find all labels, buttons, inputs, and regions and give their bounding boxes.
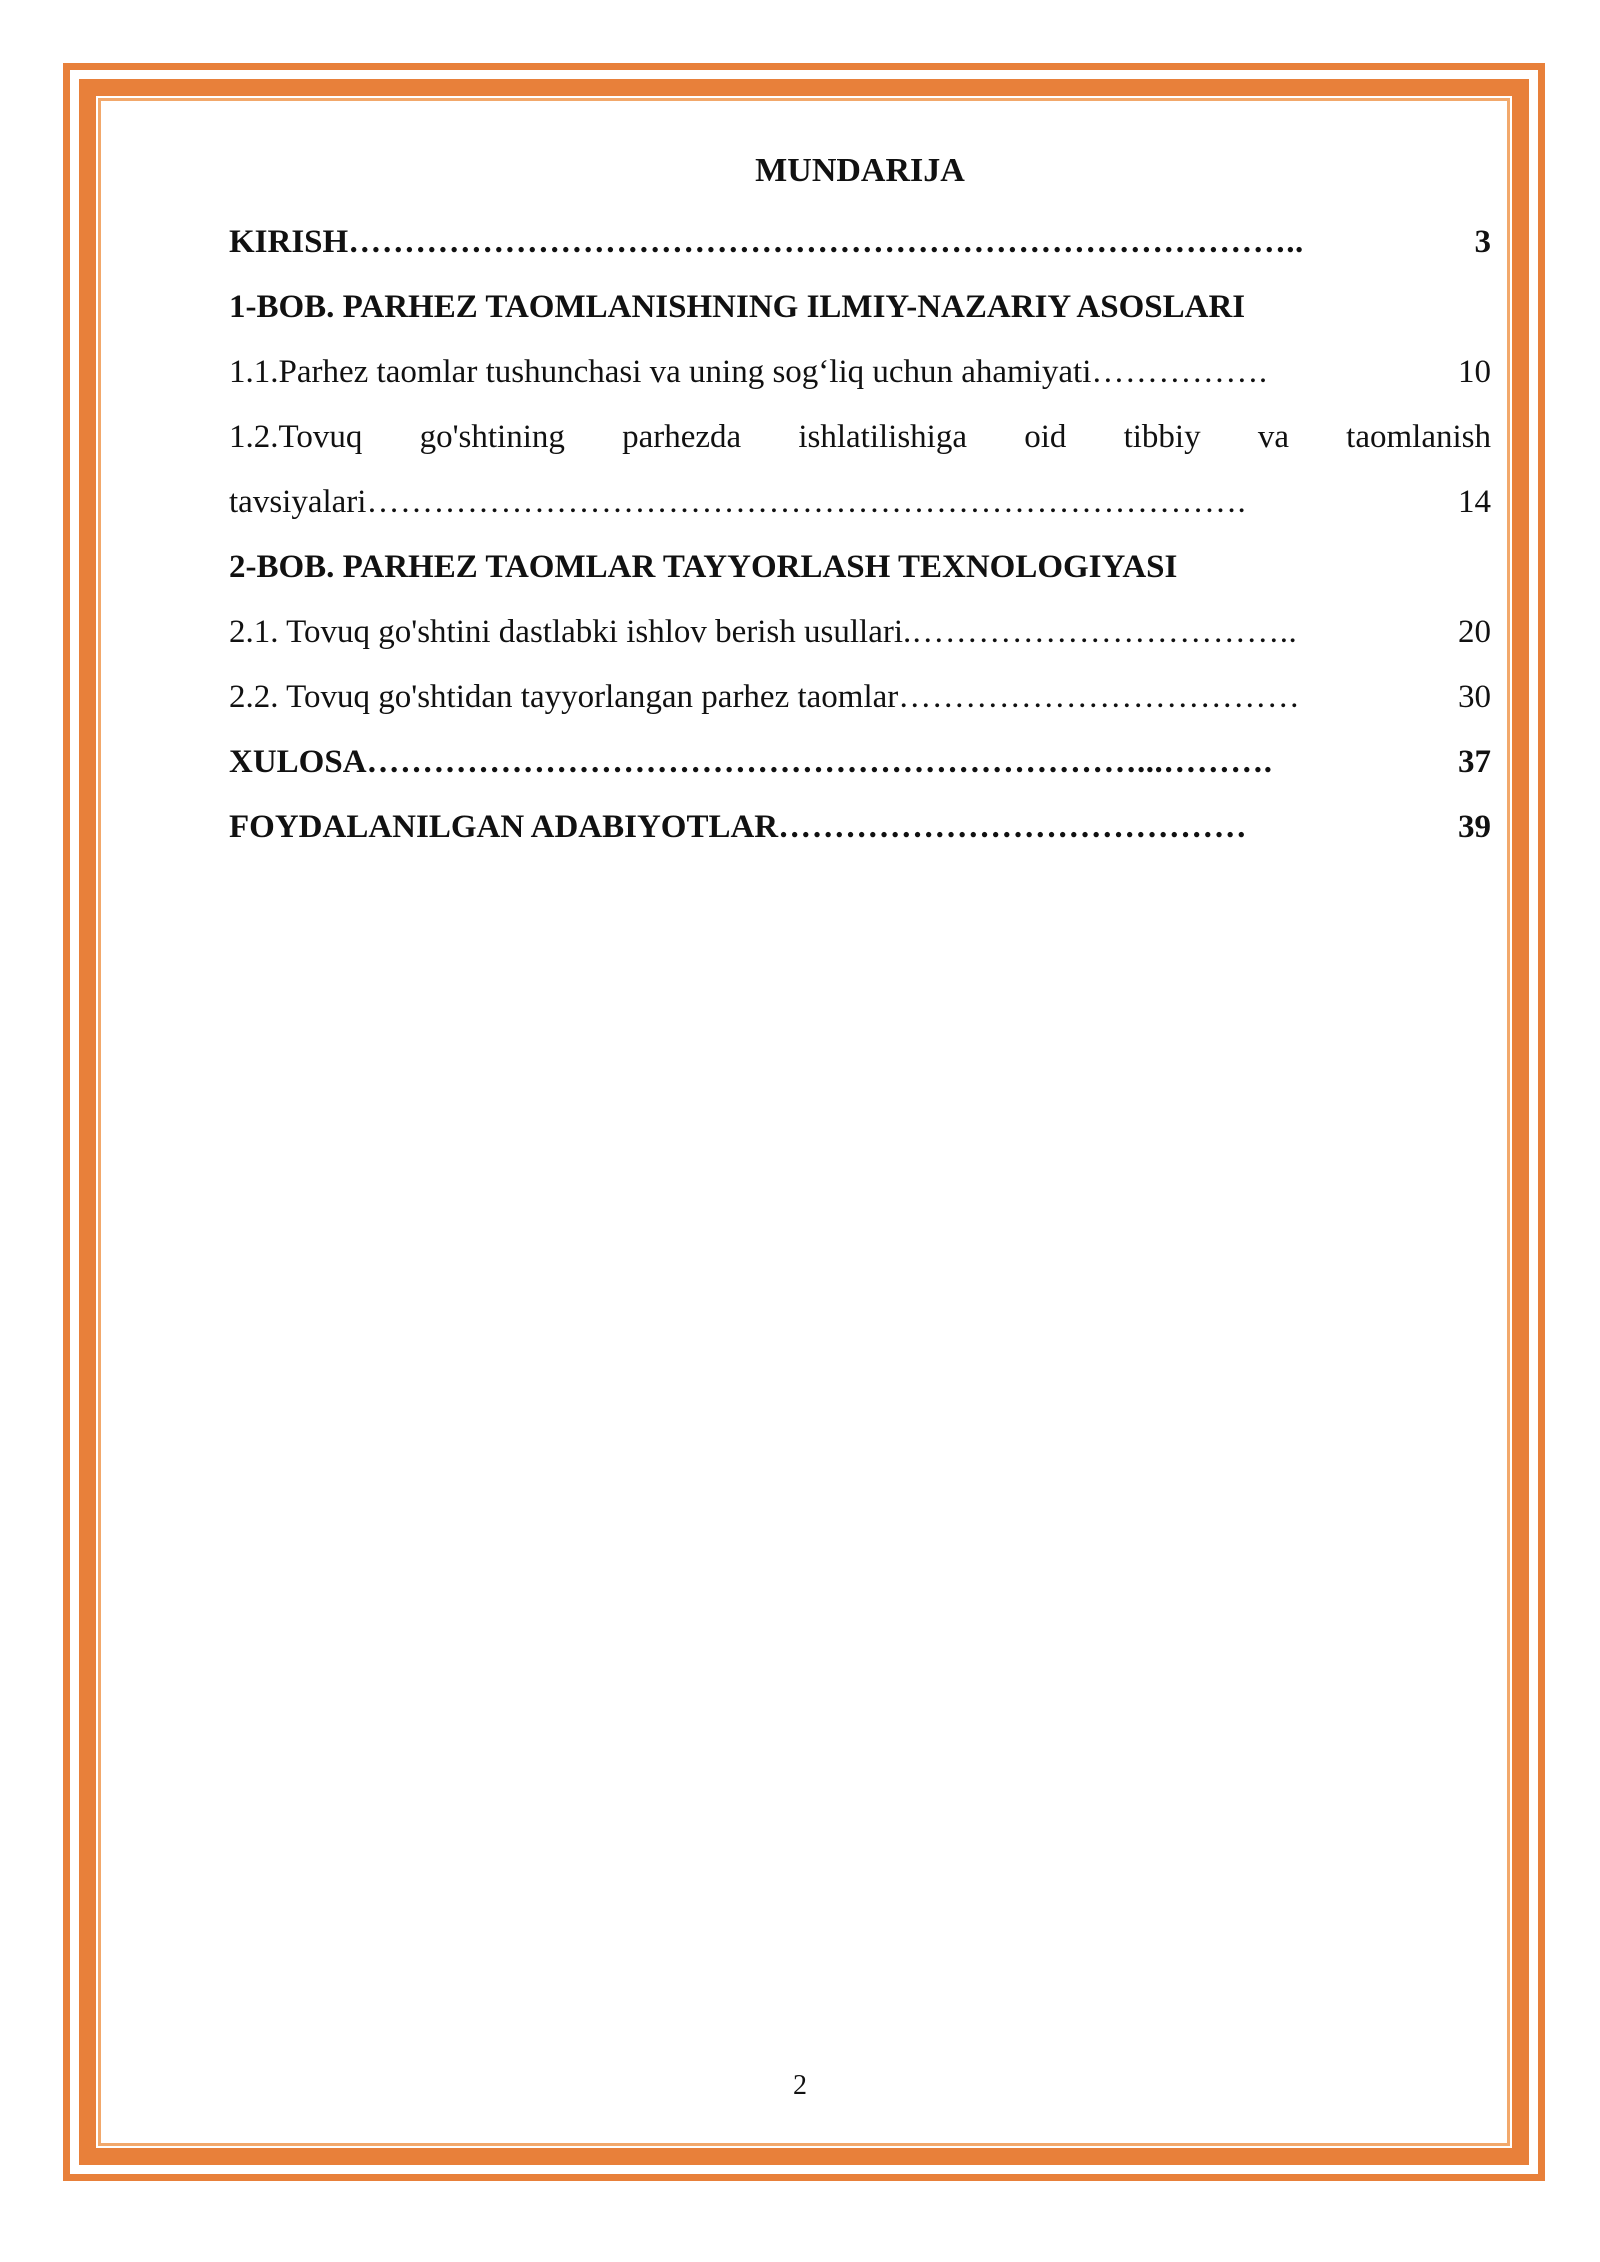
toc-entry-page: 37 — [1458, 744, 1491, 780]
toc-entry-leader: ……………………………………………………………...………. — [366, 744, 1273, 780]
toc-title: MUNDARIJA — [755, 152, 965, 189]
toc-word: ishlatilishiga — [798, 419, 968, 455]
toc-entry-intro — [229, 210, 1491, 275]
toc-entry-2-1 — [229, 600, 1491, 665]
toc-entry-page: 20 — [1458, 614, 1491, 650]
table-of-contents — [229, 150, 1491, 860]
toc-entry-page: 14 — [1458, 484, 1491, 520]
toc-word: 1.2.Tovuq — [229, 419, 363, 455]
toc-entry-1-2-line-2 — [229, 470, 1491, 535]
toc-entry-2-2 — [229, 665, 1491, 730]
toc-entry-leader: ……………. — [1091, 354, 1268, 390]
toc-entry-conclusion — [229, 730, 1491, 795]
toc-entry-leader: ………………………………………………………………………….. — [348, 224, 1304, 260]
toc-chapter-1-heading: 1-BOB. PARHEZ TAOMLANISHNING ILMIY-NAZARIY ASOSLARI — [229, 289, 1246, 325]
toc-entry-label: KIRISH — [229, 224, 349, 260]
toc-word: oid — [1024, 419, 1067, 455]
toc-entry-1-2-line-1 — [229, 405, 1491, 470]
toc-entry-leader: ……………………………… — [898, 679, 1301, 715]
toc-entry-references — [229, 795, 1491, 860]
toc-entry-label: 2.1. Tovuq go'shtini dastlabki ishlov berish usullari. — [229, 614, 912, 650]
toc-entry-label: XULOSA — [229, 744, 367, 780]
toc-entry-label: 2.2. Tovuq go'shtidan tayyorlangan parhez taomlar — [229, 679, 899, 715]
toc-entry-label: tavsiyalari — [229, 484, 367, 520]
toc-entry-page: 10 — [1458, 354, 1491, 390]
toc-entry-label: 1.1.Parhez taomlar tushunchasi va uning sog‘liq uchun ahamiyati — [229, 354, 1092, 390]
toc-entry-page: 3 — [1474, 224, 1491, 260]
page-number: 2 — [793, 2070, 807, 2101]
toc-word: va — [1257, 419, 1289, 455]
toc-entry-page: 30 — [1458, 679, 1491, 715]
toc-entry-label: FOYDALANILGAN ADABIYOTLAR — [229, 809, 779, 845]
toc-word: parhezda — [622, 419, 742, 455]
toc-entry-1-1 — [229, 340, 1491, 405]
toc-entry-page: 39 — [1458, 809, 1491, 845]
toc-entry-leader: …………………………………… — [778, 809, 1248, 845]
toc-word: taomlanish — [1346, 419, 1491, 455]
toc-entry-leader: ……………………………………………………………………. — [366, 484, 1247, 520]
toc-chapter-2-heading: 2-BOB. PARHEZ TAOMLAR TAYYORLASH TEXNOLOGIYASI — [229, 549, 1178, 585]
toc-entry-leader: …………………………….. — [911, 614, 1298, 650]
toc-word: tibbiy — [1123, 419, 1201, 455]
toc-word: go'shtining — [419, 419, 565, 455]
